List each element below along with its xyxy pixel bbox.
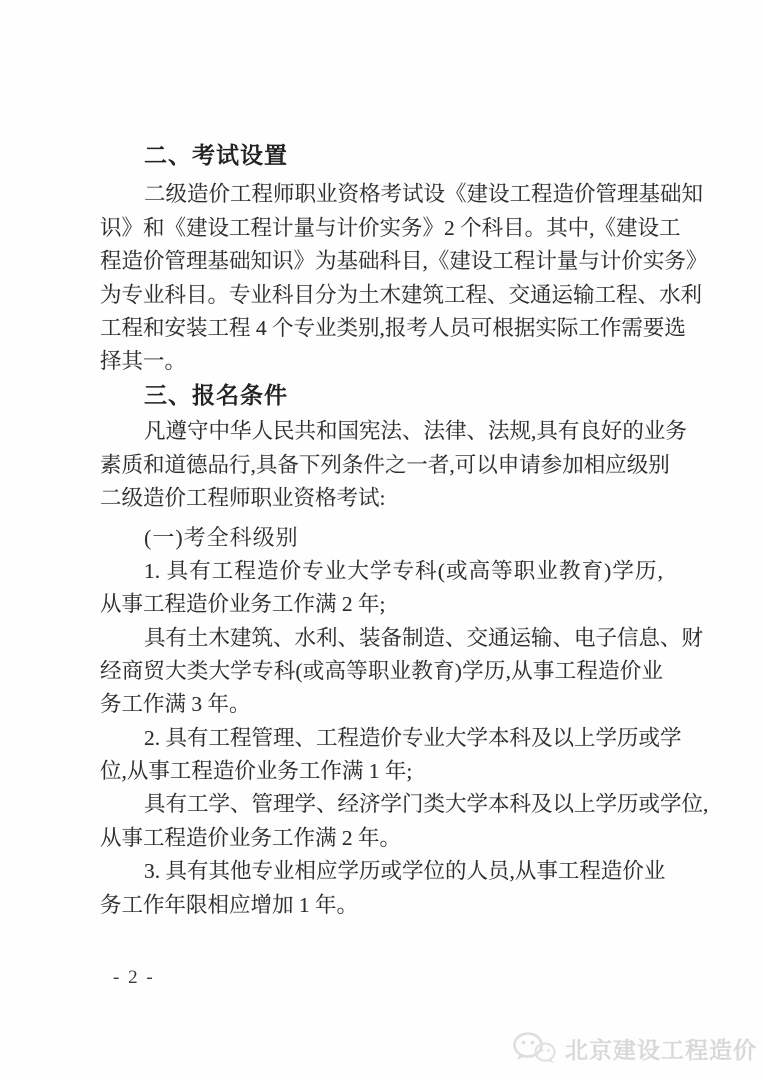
paragraph [100,555,663,622]
sub-heading: (一)考全科级别 [144,525,299,551]
paragraph [100,415,687,515]
page-number: - 2 - [113,967,155,988]
text-line: 务工作年限相应增加 1 年。 [100,892,359,917]
paragraph [100,788,709,855]
text-line: 二级造价工程师职业资格考试: [100,485,386,510]
paragraph [100,178,708,378]
section-heading: 二、考试设置 [144,142,288,168]
text-line: 工程和安装工程 4 个专业类别,报考人员可根据实际工作需要选 [100,315,686,340]
text-line: 3. 具有其他专业相应学历或学位的人员,从事工程造价业 [144,859,666,884]
text-line: 素质和道德品行,具备下列条件之一者,可以申请参加相应级别 [100,452,670,477]
text-line: 位,从事工程造价业务工作满 1 年; [100,759,413,784]
text-line: 务工作满 3 年。 [100,692,251,717]
text-line: 2. 具有工程管理、工程造价专业大学本科及以上学历或学 [144,725,682,750]
text-line: 从事工程造价业务工作满 2 年; [100,592,386,617]
text-line: 具有工学、管理学、经济学门类大学本科及以上学历或学位, [144,792,709,817]
text-line: 凡遵守中华人民共和国宪法、法律、法规,具有良好的业务 [144,419,687,444]
paragraph [100,622,704,722]
paragraph [100,855,666,922]
watermark-text: 北京建设工程造价 [565,1036,757,1063]
text-line: 具有土木建筑、水利、装备制造、交通运输、电子信息、财 [144,625,704,650]
watermark [511,1031,757,1065]
document-body [100,139,709,922]
text-line: 从事工程造价业务工作满 2 年。 [100,825,402,850]
text-line: 二级造价工程师职业资格考试设《建设工程造价管理基础知 [144,182,704,207]
text-line: 为专业科目。专业科目分为土木建筑工程、交通运输工程、水利 [100,282,703,307]
text-line: 经商贸大类大学专科(或高等职业教育)学历,从事工程造价业 [100,658,663,683]
text-line: 程造价管理基础知识》为基础科目,《建设工程计量与计价实务》 [100,249,708,274]
wechat-logo-icon [511,1031,557,1065]
text-line: 识》和《建设工程计量与计价实务》2 个科目。其中,《建设工 [100,215,681,240]
text-line: 择其一。 [100,349,187,374]
section-heading: 三、报名条件 [144,381,288,408]
paragraph [100,722,682,789]
text-line: 1. 具有工程造价专业大学专科(或高等职业教育)学历, [144,558,663,583]
